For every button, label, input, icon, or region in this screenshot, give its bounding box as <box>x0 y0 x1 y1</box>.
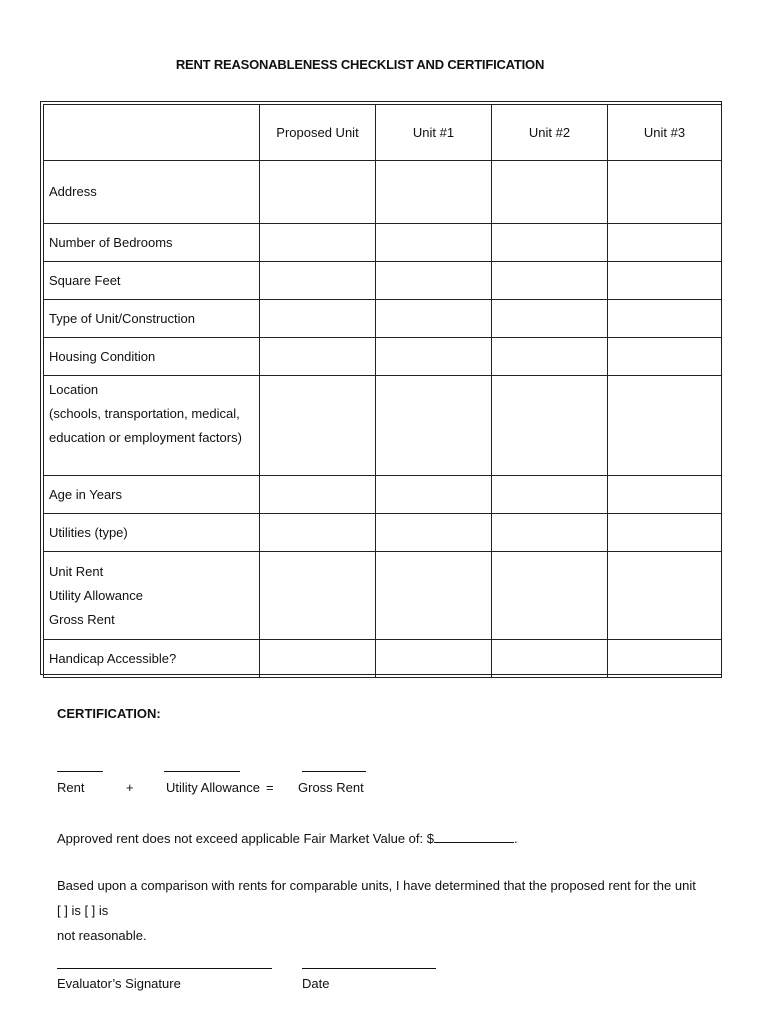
determination-line-1: Based upon a comparison with rents for comparable units, I have determined that the proposed rent for the unit [ ] is [ ] is <box>57 878 696 918</box>
row-label-line: education or employment factors) <box>49 430 242 445</box>
row-label <box>44 476 260 514</box>
header-row <box>44 105 722 161</box>
table-row <box>44 552 722 640</box>
determination-statement <box>57 873 697 948</box>
rent-blank[interactable] <box>57 771 103 772</box>
table-row <box>44 376 722 476</box>
cell-unit-3[interactable] <box>608 161 722 224</box>
cell-proposed-unit[interactable] <box>260 224 376 262</box>
equals-sign: = <box>266 780 274 795</box>
cell-proposed-unit[interactable] <box>260 476 376 514</box>
cell-unit-1[interactable] <box>376 552 492 640</box>
row-label-line: Utilities (type) <box>49 524 128 540</box>
cell-unit-3[interactable] <box>608 640 722 678</box>
row-label-line: Handicap Accessible? <box>49 650 177 666</box>
row-label-line: Gross Rent <box>49 611 115 627</box>
utility-allowance-blank[interactable] <box>164 771 240 772</box>
row-label-line: (schools, transportation, medical, <box>49 406 240 421</box>
cell-unit-3[interactable] <box>608 262 722 300</box>
cell-proposed-unit[interactable] <box>260 338 376 376</box>
table-row <box>44 300 722 338</box>
fmr-statement <box>57 830 518 846</box>
cell-proposed-unit[interactable] <box>260 640 376 678</box>
table-row <box>44 514 722 552</box>
row-label <box>44 338 260 376</box>
row-label <box>44 300 260 338</box>
determination-line-2: not reasonable. <box>57 928 147 943</box>
cell-proposed-unit[interactable] <box>260 514 376 552</box>
rent-label: Rent <box>57 780 85 795</box>
cell-proposed-unit[interactable] <box>260 300 376 338</box>
cell-unit-3[interactable] <box>608 376 722 476</box>
cell-unit-2[interactable] <box>492 640 608 678</box>
cell-unit-1[interactable] <box>376 161 492 224</box>
row-label-line: Unit Rent <box>49 563 104 579</box>
date-label: Date <box>302 976 330 991</box>
table-row <box>44 224 722 262</box>
table-row <box>44 640 722 678</box>
cell-unit-2[interactable] <box>492 514 608 552</box>
row-label-line: Number of Bedrooms <box>49 234 173 250</box>
cell-unit-2[interactable] <box>492 338 608 376</box>
cell-unit-1[interactable] <box>376 338 492 376</box>
cell-unit-3[interactable] <box>608 514 722 552</box>
row-label-line: Type of Unit/Construction <box>49 310 195 326</box>
row-label <box>44 514 260 552</box>
row-label <box>44 552 260 640</box>
header-blank <box>44 105 260 161</box>
cell-unit-2[interactable] <box>492 262 608 300</box>
table-row <box>44 262 722 300</box>
cell-unit-3[interactable] <box>608 300 722 338</box>
cell-unit-2[interactable] <box>492 376 608 476</box>
cell-unit-3[interactable] <box>608 552 722 640</box>
cell-unit-1[interactable] <box>376 262 492 300</box>
row-label-line: Location <box>49 382 99 397</box>
cell-proposed-unit[interactable] <box>260 552 376 640</box>
table-row <box>44 338 722 376</box>
cell-unit-3[interactable] <box>608 476 722 514</box>
table-row <box>44 161 722 224</box>
fmr-text: Approved rent does not exceed applicable Fair Market Value of: $ <box>57 831 434 846</box>
cell-unit-3[interactable] <box>608 224 722 262</box>
row-label <box>44 376 260 476</box>
cell-unit-1[interactable] <box>376 300 492 338</box>
cell-unit-1[interactable] <box>376 476 492 514</box>
column-header-unit-3: Unit #3 <box>608 105 722 161</box>
gross-rent-blank[interactable] <box>302 771 366 772</box>
fmr-amount-blank[interactable] <box>434 830 514 843</box>
certification-heading: CERTIFICATION: <box>57 706 161 721</box>
checklist-table <box>43 104 722 678</box>
row-label <box>44 224 260 262</box>
cell-proposed-unit[interactable] <box>260 161 376 224</box>
cell-unit-2[interactable] <box>492 552 608 640</box>
signature-label: Evaluator’s Signature <box>57 976 181 991</box>
utility-allowance-label: Utility Allowance <box>166 780 260 795</box>
row-label <box>44 161 260 224</box>
cell-unit-2[interactable] <box>492 476 608 514</box>
column-header-unit-1: Unit #1 <box>376 105 492 161</box>
cell-proposed-unit[interactable] <box>260 262 376 300</box>
gross-rent-label: Gross Rent <box>298 780 364 795</box>
cell-unit-1[interactable] <box>376 376 492 476</box>
cell-unit-1[interactable] <box>376 224 492 262</box>
row-label-line: Address <box>49 184 97 199</box>
signature-line[interactable] <box>57 968 272 969</box>
plus-sign: + <box>126 780 134 795</box>
row-label-line: Housing Condition <box>49 348 156 364</box>
cell-unit-3[interactable] <box>608 338 722 376</box>
fmr-period: . <box>513 831 518 846</box>
row-label-line: Utility Allowance <box>49 587 143 603</box>
table-row <box>44 476 722 514</box>
row-label <box>44 262 260 300</box>
checklist-table-frame <box>40 101 722 675</box>
cell-unit-1[interactable] <box>376 514 492 552</box>
row-label-line: Square Feet <box>49 272 121 288</box>
cell-unit-2[interactable] <box>492 224 608 262</box>
column-header-unit-2: Unit #2 <box>492 105 608 161</box>
row-label-line: Age in Years <box>49 486 123 502</box>
document-title: RENT REASONABLENESS CHECKLIST AND CERTIFICATION <box>175 57 545 72</box>
row-label <box>44 640 260 678</box>
cell-unit-2[interactable] <box>492 300 608 338</box>
cell-unit-1[interactable] <box>376 640 492 678</box>
column-header-proposed-unit: Proposed Unit <box>260 105 376 161</box>
date-line[interactable] <box>302 968 436 969</box>
cell-proposed-unit[interactable] <box>260 376 376 476</box>
cell-unit-2[interactable] <box>492 161 608 224</box>
